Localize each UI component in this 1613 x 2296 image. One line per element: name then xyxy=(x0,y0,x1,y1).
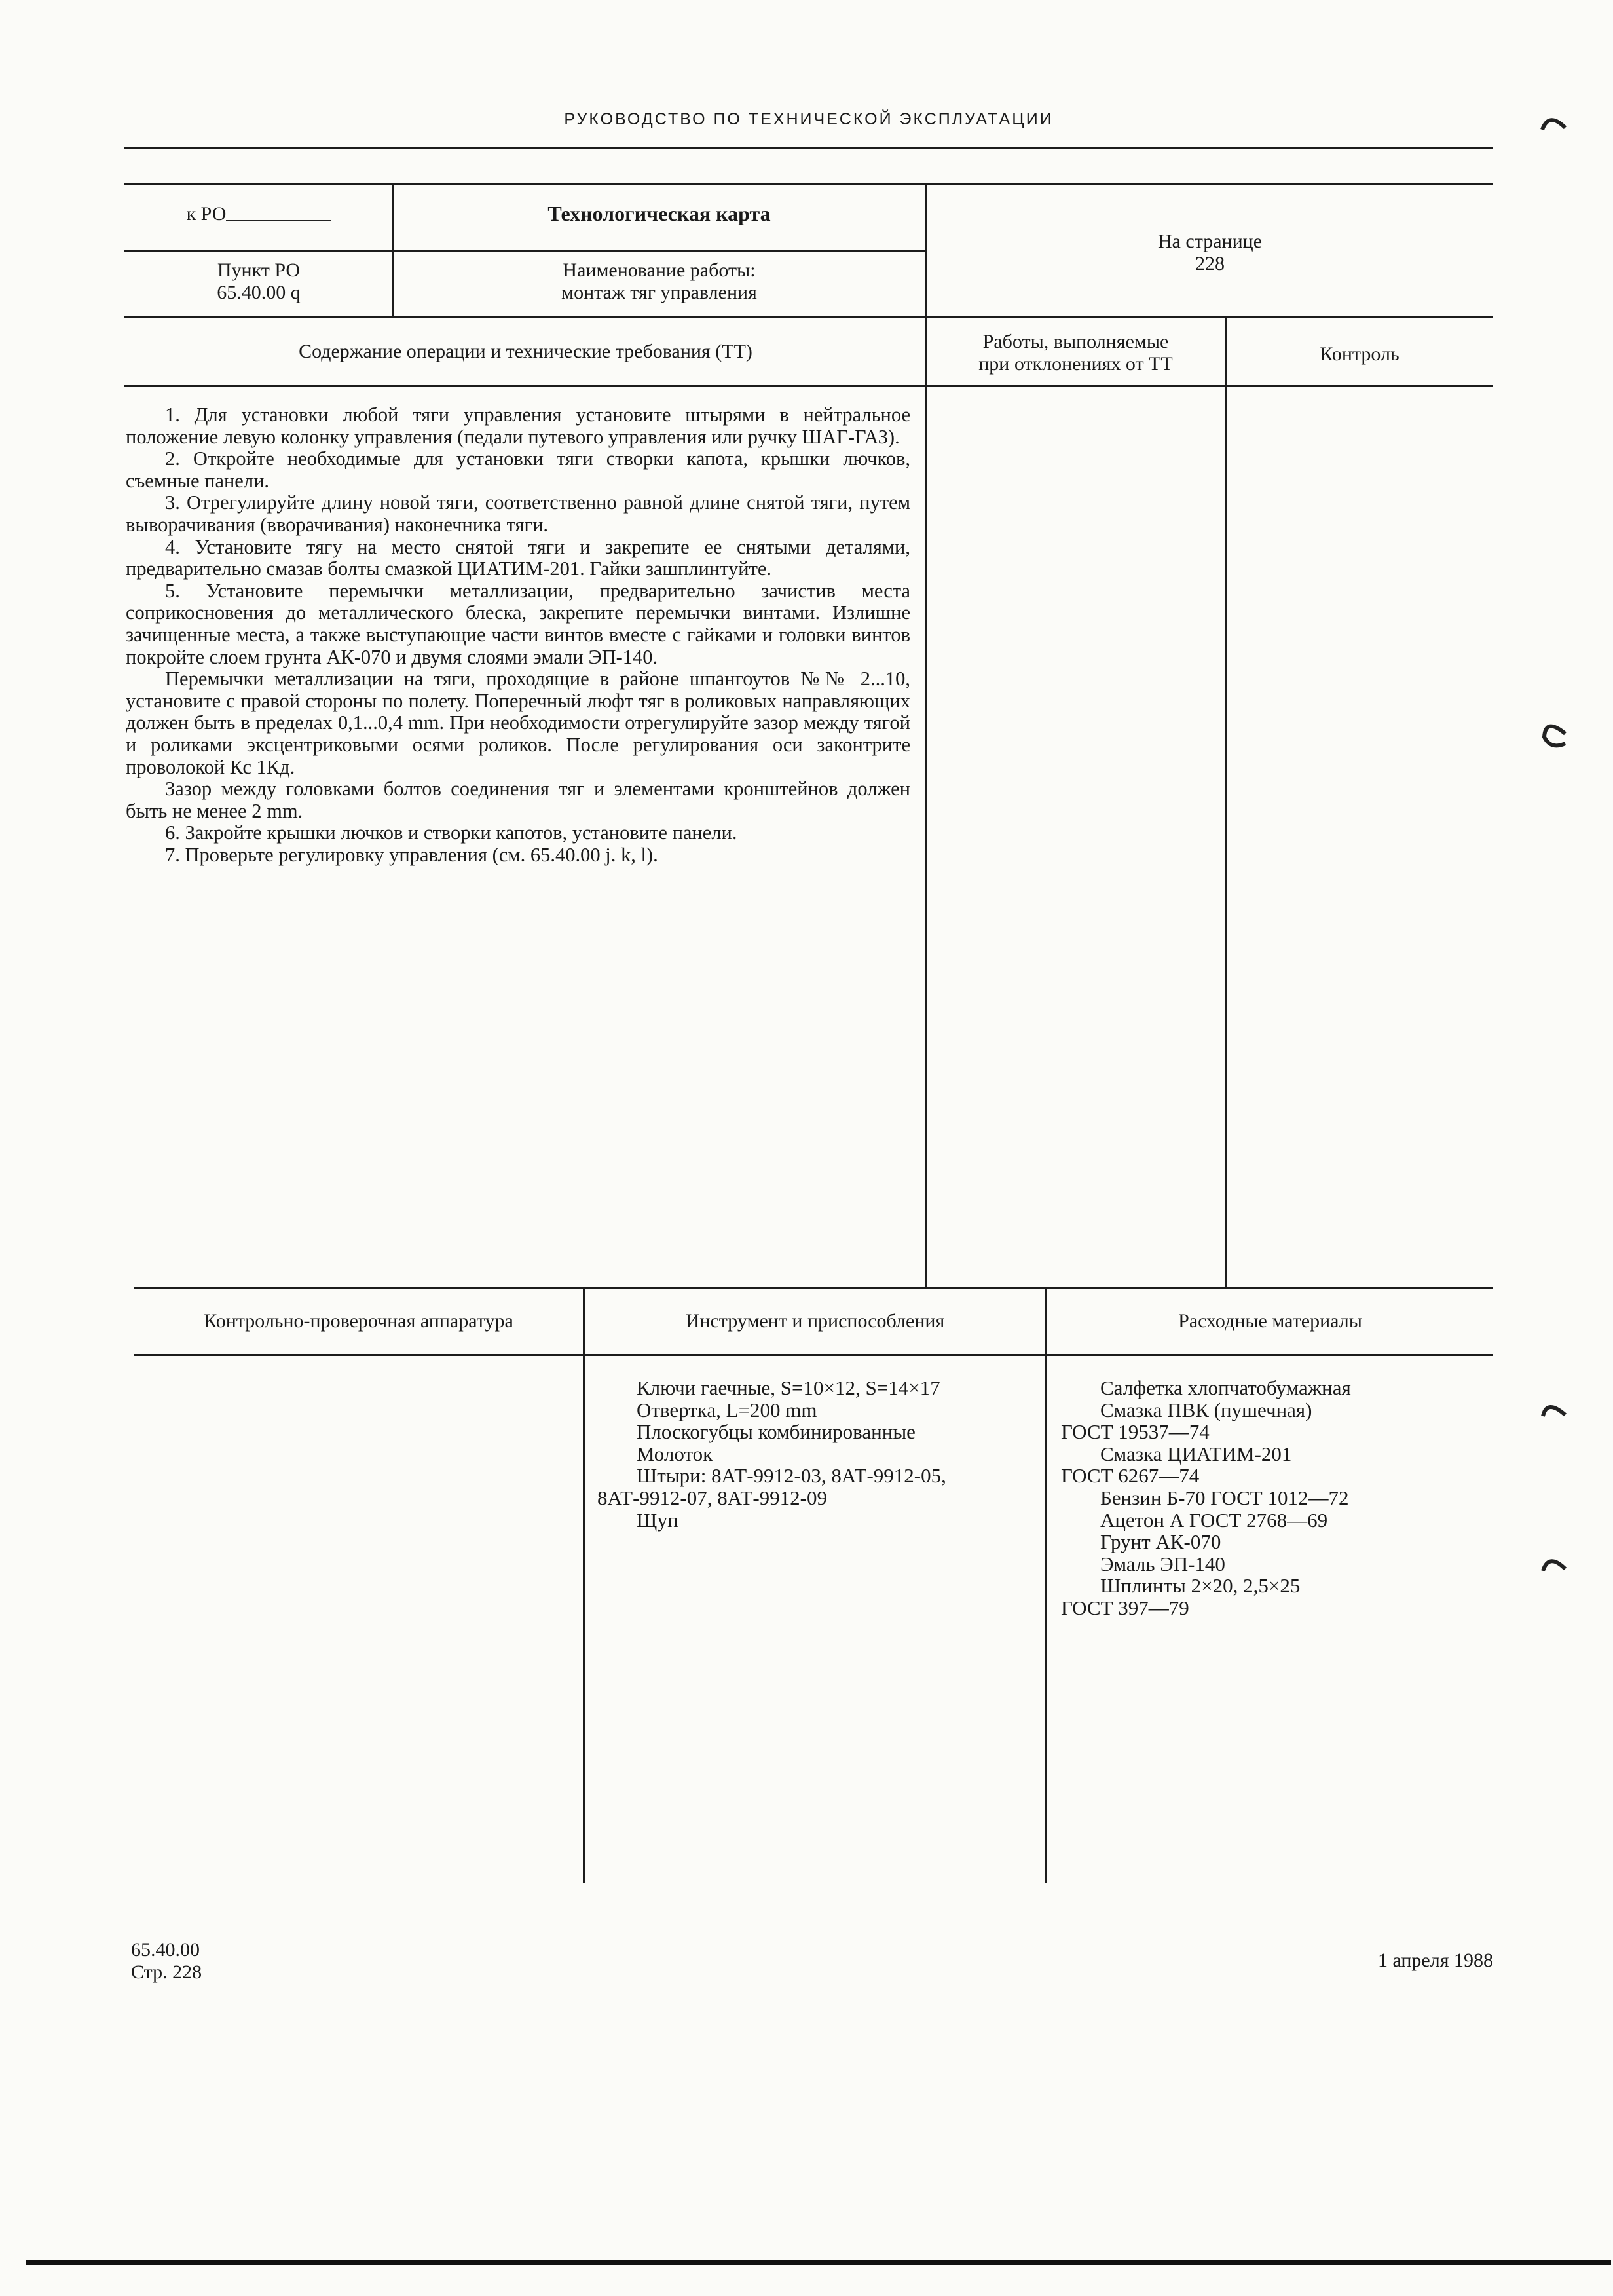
operation-item: Перемычки металлизации на тяги, проходящие в районе шпангоутов №№ 2...10, установите с правой стороны по полету. Поперечный люфт тяг в роликовых направляющих должен быть в пределах 0,1...0,4 mm. При необходимости отрегулируйте зазор между тягой и роликами эксцентриковыми осями роликов. После регулирования оси законтрите проволокой Кс 1Кд. xyxy=(126,668,910,778)
material-item: Шплинты 2×20, 2,5×25 xyxy=(1100,1574,1301,1598)
column-deviation-line1: Работы, выполняемые xyxy=(982,331,1169,352)
column-materials-heading: Расходные материалы xyxy=(1178,1310,1362,1332)
binder-hole-mark xyxy=(1543,1407,1565,1416)
operation-item: 2. Откройте необходимые для установки тяги створки капота, крышки лючков, съемные панели. xyxy=(126,447,910,492)
column-deviation-line2: при отклонениях от ТТ xyxy=(978,353,1173,375)
ref-cell xyxy=(124,203,393,225)
tools-list xyxy=(597,1377,1043,1531)
body-divider-1 xyxy=(925,316,927,1289)
work-name-label: Наименование работы: xyxy=(563,259,756,281)
column-deviation-heading xyxy=(927,331,1225,375)
materials-list xyxy=(1061,1377,1487,1619)
item-label: Пункт РО xyxy=(217,259,301,281)
operation-item: 7. Проверьте регулировку управления (см. 65.40.00 j. k, l). xyxy=(165,843,658,866)
page-ref-label: На странице xyxy=(1157,231,1263,252)
binder-holes xyxy=(1539,111,1578,1585)
footer-date: 1 апреля 1988 xyxy=(1377,1949,1493,1971)
tool-item: Штыри: 8АТ-9912-03, 8АТ-9912-05, xyxy=(637,1464,946,1488)
scan-edge-rule xyxy=(26,2260,1611,2265)
operation-item: 5. Установите перемычки металлизации, предварительно зачистив места соприкосновения до металлического блеска, закрепите перемычки винтами. Излишне зачищенные места, а также выступающие части винтов вместе с гайками и головки винтов покройте слоем грунта АК-070 и двумя слоями эмали ЭП-140. xyxy=(126,579,910,668)
header-bottom-rule xyxy=(124,316,1493,318)
binder-hole-mark xyxy=(1542,120,1565,130)
body-divider-2 xyxy=(1225,316,1227,1289)
work-name-cell xyxy=(393,259,925,304)
tool-item: Отвертка, L=200 mm xyxy=(637,1398,817,1421)
operation-item: 1. Для установки любой тяги управления установите штырями в нейтральное положение левую колонку управления (педали путевого управления или ручку ШАГ-ГАЗ). xyxy=(126,404,910,448)
page-ref-number: 228 xyxy=(1195,253,1225,274)
material-item: Эмаль ЭП-140 xyxy=(1100,1552,1225,1575)
material-item: Грунт АК-070 xyxy=(1100,1530,1221,1554)
footer-section: 65.40.00 xyxy=(131,1939,200,1961)
bottom-divider-1 xyxy=(583,1287,585,1883)
material-item: ГОСТ 397—79 xyxy=(1061,1596,1189,1619)
columns-header-rule xyxy=(124,385,1493,387)
operations-list xyxy=(126,404,910,866)
material-item: ГОСТ 19537—74 xyxy=(1061,1420,1210,1444)
operation-item: 6. Закройте крышки лючков и створки капотов, установите панели. xyxy=(165,821,737,844)
item-value: 65.40.00 q xyxy=(217,282,301,303)
tool-item: Молоток xyxy=(637,1442,713,1465)
running-head: РУКОВОДСТВО ПО ТЕХНИЧЕСКОЙ ЭКСПЛУАТАЦИИ xyxy=(564,110,1054,128)
work-name-value: монтаж тяг управления xyxy=(561,282,757,303)
tool-item: Ключи гаечные, S=10×12, S=14×17 xyxy=(637,1376,940,1399)
material-item: Бензин Б-70 ГОСТ 1012—72 xyxy=(1100,1486,1349,1509)
running-head-rule xyxy=(124,147,1493,149)
column-equipment-heading: Контрольно-проверочная аппаратура xyxy=(204,1310,513,1332)
material-item: ГОСТ 6267—74 xyxy=(1061,1464,1200,1488)
tool-item: Плоскогубцы комбинированные xyxy=(637,1420,916,1444)
column-content-heading: Содержание операции и технические требования (ТТ) xyxy=(299,341,752,362)
bottom-header-rule xyxy=(134,1354,1493,1356)
tool-item: Щуп xyxy=(637,1508,678,1532)
header-mid-rule xyxy=(124,250,927,252)
column-tools-heading: Инструмент и приспособления xyxy=(685,1310,945,1332)
binder-hole-mark xyxy=(1543,1561,1565,1571)
operation-item: 3. Отрегулируйте длину новой тяги, соответственно равной длине снятой тяги, путем выворачивания (вворачивания) наконечника тяги. xyxy=(126,491,910,536)
page-ref-cell xyxy=(927,231,1493,275)
binder-hole-mark xyxy=(1544,726,1565,746)
card-title: Технологическая карта xyxy=(547,202,771,225)
material-item: Смазка ПВК (пушечная) xyxy=(1100,1398,1312,1421)
operation-item: 4. Установите тягу на место снятой тяги и закрепите ее снятыми деталями, предварительно смазав болты смазкой ЦИАТИМ-201. Гайки зашплинтуйте. xyxy=(126,535,910,580)
bottom-top-rule xyxy=(134,1287,1493,1289)
material-item: Смазка ЦИАТИМ-201 xyxy=(1100,1442,1292,1465)
tool-item: 8АТ-9912-07, 8АТ-9912-09 xyxy=(597,1486,827,1509)
ref-label: к РО xyxy=(186,203,227,225)
material-item: Ацетон А ГОСТ 2768—69 xyxy=(1100,1508,1328,1532)
material-item: Салфетка хлопчатобумажная xyxy=(1100,1376,1351,1399)
operation-item: Зазор между головками болтов соединения тяг и элементами кронштейнов должен быть не менее 2 mm. xyxy=(126,778,910,822)
column-control-heading: Контроль xyxy=(1320,343,1400,365)
footer-page: Стр. 228 xyxy=(131,1961,202,1983)
footer-left xyxy=(131,1939,202,1984)
bottom-divider-2 xyxy=(1045,1287,1047,1883)
header-top-rule xyxy=(124,183,1493,185)
item-cell xyxy=(124,259,393,304)
